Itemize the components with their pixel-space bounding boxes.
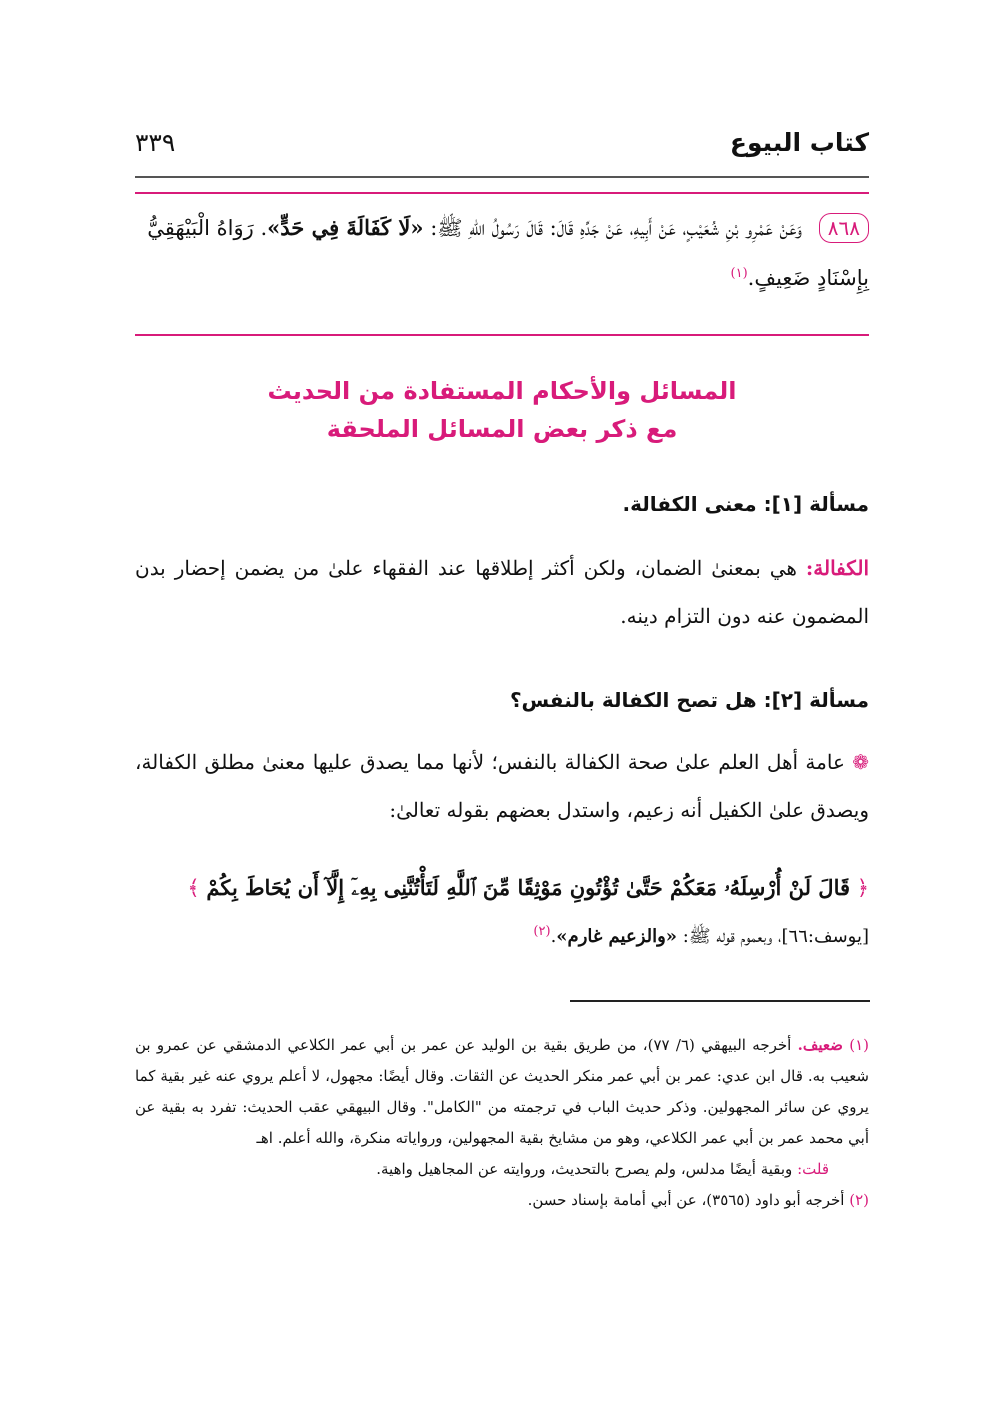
flower-bullet-icon: ❁: [852, 750, 870, 774]
footnote-separator: [570, 1000, 870, 1002]
issue-1-heading: مسألة [١]: معنى الكفالة.: [622, 492, 869, 516]
footnote-1-note-text: وبقية أيضًا مدلس، ولم يصرح بالتحديث، وروايته عن المجاهيل واهية.: [376, 1160, 793, 1178]
issue-2-body: [135, 738, 869, 834]
section-title-line1: المسائل والأحكام المستفادة من الحديث: [267, 377, 737, 405]
footnote-1-note: [135, 1154, 869, 1185]
verse-close-bracket: ﴾: [187, 876, 200, 900]
hadith-block: [135, 205, 869, 301]
footnote-1-text: أخرجه البيهقي (٦/ ٧٧)، من طريق بقية بن الوليد عن عمر بن أبي عمر الكلاعي الدمشقي عن عمرو بن شعيب به. قال ابن عدي: عمر بن أبي عمر منكر الحديث عن الثقات. وقال أيضًا: مجهول، لا أعلم يروي عنه غير بقية كما يروي عن سائر المجهولين. وذكر حديث الباب في ترجمته من "الكامل". وقال البيهقي عقب الحديث: تفرد به بقية عن أبي محمد عمر بن أبي عمر الكلاعي، وهو من مشايخ بقية المجهولين، ورواياته منكرة، والله أعلم. اهـ: [135, 1036, 869, 1147]
footnote-2-label: (٢): [849, 1191, 869, 1209]
footnote-2: [135, 1185, 869, 1216]
verse-block: [135, 866, 869, 959]
hadith-text: وَعَنْ عَمْرِو بْنِ شُعَيْبٍ، عَنْ أَبِيهِ، عَنْ جَدِّهِ قَالَ: قَالَ رَسُولُ اللهِ ﷺ:: [430, 216, 803, 240]
issue-2-text: عامة أهل العلم علىٰ صحة الكفالة بالنفس؛ لأنها مما يصدق عليها معنىٰ مطلق الكفالة، ويصدق علىٰ الكفيل أنه زعيم، واستدل بعضهم بقوله تعالىٰ:: [135, 750, 869, 822]
verse-reference: [يوسف:٦٦]، وبعموم قوله ﷺ:: [682, 926, 869, 947]
footnote-1-note-label: قلت:: [797, 1160, 829, 1178]
footnote-1-grade: ضعيف.: [797, 1036, 843, 1054]
issue-1-body: [135, 544, 869, 640]
footnote-1-label: (١): [849, 1036, 869, 1054]
footnote-ref-1[interactable]: (١): [730, 266, 748, 281]
footnote-2-text: أخرجه أبو داود (٣٥٦٥)، عن أبي أمامة بإسناد حسن.: [527, 1191, 845, 1209]
hadith-number: ٨٦٨: [819, 213, 869, 243]
issue-2-heading: مسألة [٢]: هل تصح الكفالة بالنفس؟: [509, 688, 869, 712]
sentence-end: .: [550, 926, 557, 947]
footnote-ref-2[interactable]: (٢): [533, 924, 551, 939]
verse-open-bracket: ﴿: [856, 876, 869, 900]
verse-text: قَالَ لَنْ أُرْسِلَهُۥ مَعَكُمْ حَتَّىٰ تُؤْتُونِ مَوْثِقًا مِّنَ ٱللَّهِ لَتَأْتُنَّنِى بِهِۦٓ إِلَّآ أَن يُحَاطَ بِكُمْ: [206, 875, 850, 900]
issue-1-text: هي بمعنىٰ الضمان، ولكن أكثر إطلاقها عند الفقهاء علىٰ من يضمن إحضار بدن المضمون عنه دون التزام دينه.: [135, 556, 869, 628]
hadith-quote: «لَا كَفَالَةَ فِي حَدٍّ»: [267, 215, 424, 240]
page-number: ٣٣٩: [135, 128, 176, 157]
hadith-top-rule: [135, 192, 869, 194]
header-divider: [135, 176, 869, 178]
section-title-line2: مع ذكر بعض المسائل الملحقة: [326, 415, 678, 443]
footnote-1: [135, 1030, 869, 1154]
term-label: الكفالة:: [805, 556, 869, 580]
hadith-bottom-rule: [135, 334, 869, 336]
footnotes: [135, 1030, 869, 1216]
chapter-title: كتاب البيوع: [729, 128, 869, 157]
section-title: [135, 372, 869, 448]
hadith-quote-2: «والزعيم غارم»: [556, 926, 678, 947]
hadith-text-end: . رَوَاهُ الْبَيْهَقِيُّ بِإِسْنَادٍ ضَعِيفٍ.: [147, 216, 869, 290]
